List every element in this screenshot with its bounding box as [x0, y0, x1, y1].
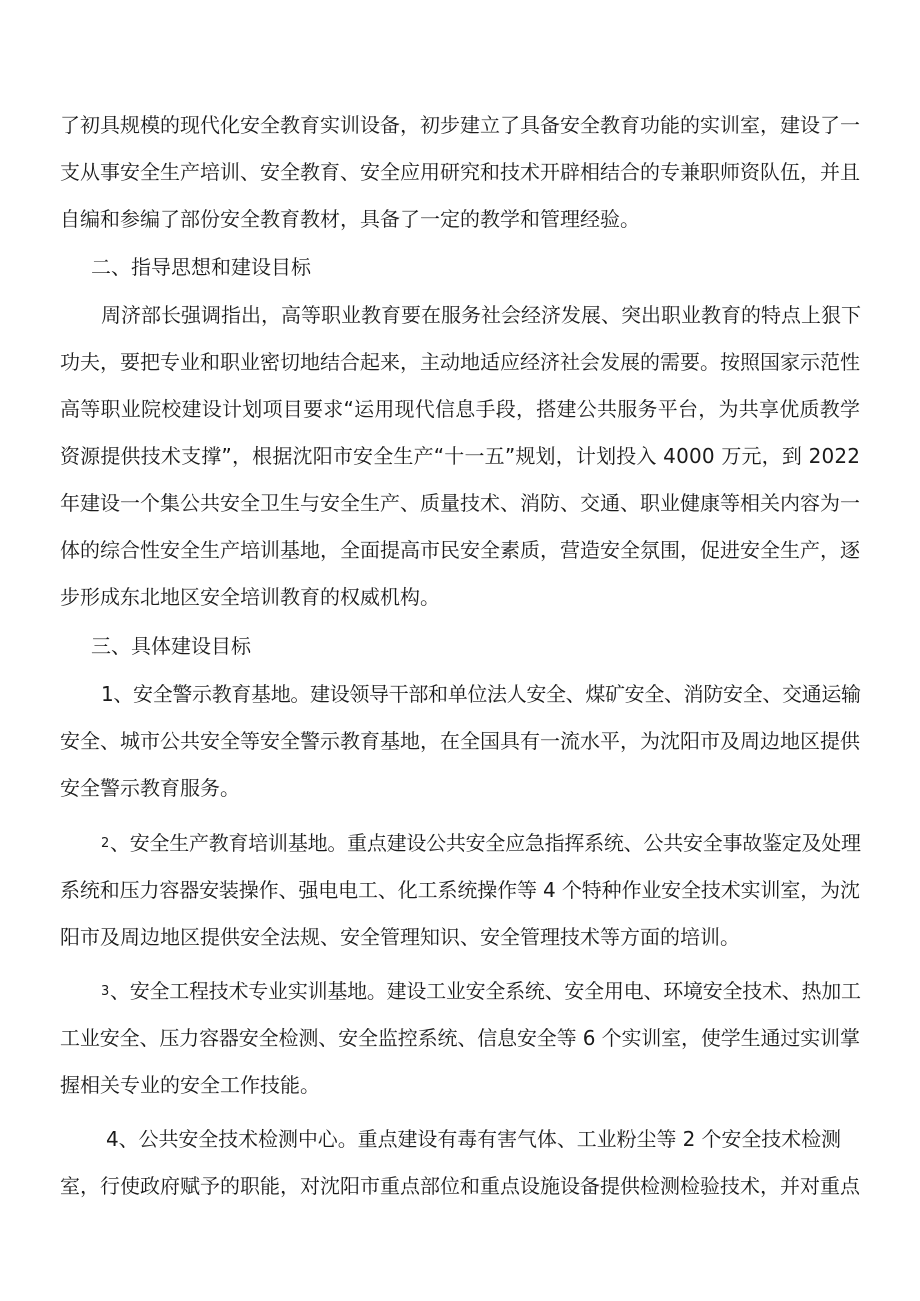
text-line: 资源提供技术支撑”，根据沈阳市安全生产“十一五”规划，计划投入 4000 万元，到 2022	[60, 444, 861, 468]
text-line: 系统和压力容器安装操作、强电电工、化工系统操作等 4 个特种作业安全技术实训室，为沈	[60, 878, 860, 902]
text-line: 、安全生产教育培训基地。重点建设公共安全应急指挥系统、公共安全事故鉴定及处理	[110, 831, 861, 855]
text-line: 步形成东北地区安全培训教育的权威机构。	[60, 585, 440, 609]
text-line: 年建设一个集公共安全卫生与安全生产、质量技术、消防、交通、职业健康等相关内容为一	[60, 491, 860, 515]
list-number: 2	[101, 836, 110, 851]
text-line: 工业安全、压力容器安全检测、安全监控系统、信息安全等 6 个实训室，使学生通过实训掌	[60, 1026, 860, 1050]
list-number: 3	[101, 984, 110, 999]
text-line: 体的综合性安全生产培训基地，全面提高市民安全素质，营造安全氛围，促进安全生产，逐	[60, 538, 860, 562]
heading-text: 三、具体建设目标	[91, 634, 251, 658]
text-line: 支从事安全生产培训、安全教育、安全应用研究和技术开辟相结合的专兼职师资队伍，并且	[60, 160, 860, 184]
text-line: 安全警示教育服务。	[60, 776, 240, 800]
text-line: 功夫，要把专业和职业密切地结合起来，主动地适应经济社会发展的需要。按照国家示范性	[60, 350, 860, 374]
text-line: 阳市及周边地区提供安全法规、安全管理知识、安全管理技术等方面的培训。	[60, 925, 740, 949]
text-line: 4、公共安全技术检测中心。重点建设有毒有害气体、工业粉尘等 2 个安全技术检测	[106, 1127, 841, 1151]
text-line: 高等职业院校建设计划项目要求“运用现代信息手段，搭建公共服务平台，为共享优质教学	[60, 397, 861, 421]
text-line: 1、安全警示教育基地。建设领导干部和单位法人安全、煤矿安全、消防安全、交通运输	[101, 682, 861, 706]
text-line: 、安全工程技术专业实训基地。建设工业安全系统、安全用电、环境安全技术、热加工	[110, 979, 861, 1003]
text-line: 握相关专业的安全工作技能。	[60, 1073, 320, 1097]
heading-text: 二、指导思想和建设目标	[91, 255, 311, 279]
text-line: 自编和参编了部份安全教育教材，具备了一定的教学和管理经验。	[60, 207, 640, 231]
text-line: 安全、城市公共安全等安全警示教育基地，在全国具有一流水平，为沈阳市及周边地区提供	[60, 729, 860, 753]
text-line: 周济部长强调指出，高等职业教育要在服务社会经济发展、突出职业教育的特点上狠下	[101, 303, 861, 327]
text-line: 了初具规模的现代化安全教育实训设备，初步建立了具备安全教育功能的实训室，建设了一	[60, 113, 860, 137]
text-line: 室，行使政府赋予的职能，对沈阳市重点部位和重点设施设备提供检测检验技术，并对重点	[60, 1174, 860, 1198]
